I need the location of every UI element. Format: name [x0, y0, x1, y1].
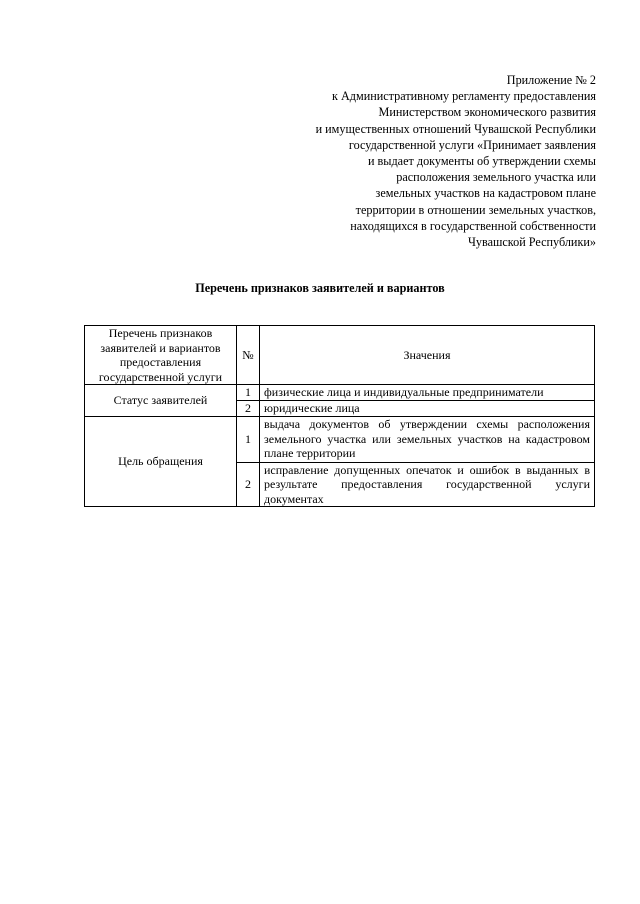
group-label-purpose: Цель обращения: [85, 416, 237, 507]
table-row: [85, 416, 595, 462]
appendix-line: земельных участков на кадастровом плане: [375, 186, 596, 201]
header-values: Значения: [260, 326, 595, 385]
appendix-line: государственной услуги «Принимает заявления: [348, 137, 596, 152]
row-number: 1: [237, 416, 260, 462]
group-label-status: Статус заявителей: [85, 385, 237, 416]
table-header-row: [85, 326, 595, 385]
header-criteria: Перечень признаков заявителей и вариантов предоставления государственной услуги: [85, 326, 237, 385]
row-value: физические лица и индивидуальные предприниматели: [260, 385, 595, 401]
row-value: исправление допущенных опечаток и ошибок в выданных в результате предоставления государственной услуги документах: [260, 462, 595, 507]
row-number: 1: [237, 385, 260, 401]
document-title: Перечень признаков заявителей и вариантов: [195, 281, 445, 295]
appendix-line: и выдает документы об утверждении схемы: [367, 154, 596, 169]
appendix-line: находящихся в государственной собственности: [350, 218, 596, 233]
appendix-line: и имущественных отношений Чувашской Республики: [315, 121, 596, 136]
row-value: юридические лица: [260, 400, 595, 416]
row-number: 2: [237, 462, 260, 507]
table-row: [85, 385, 595, 401]
appendix-header: [266, 72, 596, 250]
appendix-line: Приложение № 2: [506, 73, 596, 87]
appendix-line: Чувашской Республики»: [467, 235, 596, 250]
appendix-line: расположения земельного участка или: [396, 170, 596, 185]
appendix-line: Министерством экономического развития: [378, 105, 596, 120]
criteria-table: [84, 325, 595, 507]
appendix-line: к Административному регламенту предоставления: [332, 89, 596, 104]
row-value: выдача документов об утверждении схемы расположения земельного участка или земельных участков на кадастровом плане территории: [260, 416, 595, 462]
appendix-line: территории в отношении земельных участков,: [355, 202, 596, 217]
header-number: №: [237, 326, 260, 385]
row-number: 2: [237, 400, 260, 416]
